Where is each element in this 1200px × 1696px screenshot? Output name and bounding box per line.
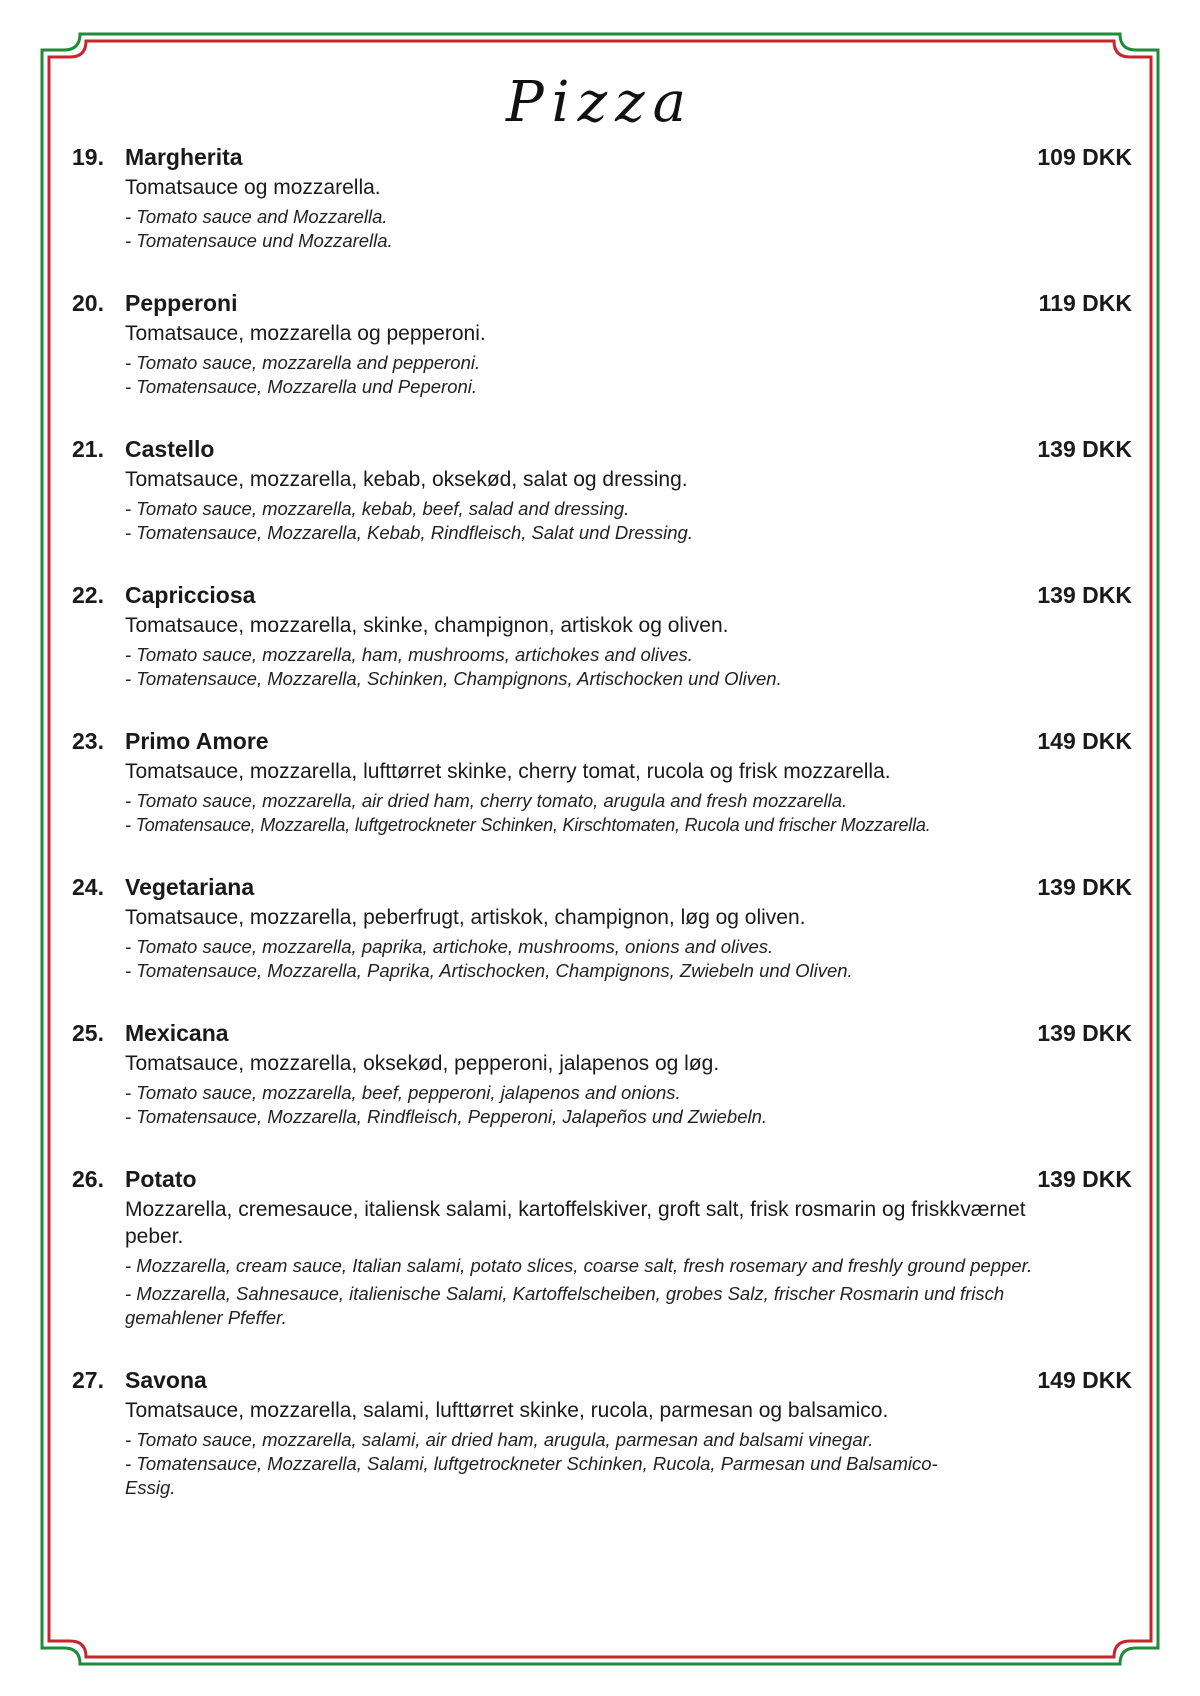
menu-item-number: 19. (72, 144, 104, 170)
menu-item-name: Capricciosa (125, 582, 256, 608)
menu-item-description-english: - Tomato sauce and Mozzarella. (125, 206, 388, 227)
menu-item (72, 432, 1132, 545)
menu-item-description-english: - Mozzarella, cream sauce, Italian salami, potato slices, coarse salt, fresh rosemary and freshly ground pepper. (125, 1255, 1033, 1276)
menu-item-name: Potato (125, 1166, 197, 1192)
menu-item (72, 870, 1132, 983)
menu-item-name: Mexicana (125, 1020, 229, 1046)
menu-item-number: 20. (72, 290, 104, 316)
menu-item-header (72, 724, 1132, 758)
menu-item-price: 149 DKK (1037, 1367, 1132, 1393)
menu-item-description-german: - Tomatensauce, Mozzarella, Paprika, Artischocken, Champignons, Zwiebeln und Oliven. (125, 960, 853, 981)
menu-item-description-english: - Tomato sauce, mozzarella, air dried ham, cherry tomato, arugula and fresh mozzarella. (125, 790, 848, 811)
menu-item-price: 139 DKK (1037, 1166, 1132, 1192)
menu-item-description-danish: Tomatsauce, mozzarella, peberfrugt, artiskok, champignon, løg og oliven. (125, 906, 806, 929)
menu-item (72, 724, 1132, 837)
menu-item-description-danish: Tomatsauce, mozzarella og pepperoni. (125, 322, 486, 345)
menu-item-name: Vegetariana (125, 874, 255, 900)
menu-item-description-english: - Tomato sauce, mozzarella, salami, air dried ham, arugula, parmesan and balsami vinegar. (125, 1429, 874, 1450)
menu-item-description-english: - Tomato sauce, mozzarella, ham, mushrooms, artichokes and olives. (125, 644, 693, 665)
menu-item-price: 139 DKK (1037, 436, 1132, 462)
menu-item-name: Pepperoni (125, 290, 238, 316)
menu-item-number: 23. (72, 728, 104, 754)
menu-item-description-danish: Tomatsauce, mozzarella, lufttørret skinke, cherry tomat, rucola og frisk mozzarella. (125, 760, 891, 783)
menu-item-number: 22. (72, 582, 104, 608)
menu-item-number: 24. (72, 874, 104, 900)
menu-item (72, 286, 1132, 399)
menu-item-description-english: - Tomato sauce, mozzarella, paprika, artichoke, mushrooms, onions and olives. (125, 936, 774, 957)
menu-item-header (72, 578, 1132, 612)
menu-item-description-german: - Tomatensauce und Mozzarella. (125, 230, 393, 251)
menu-item-price: 149 DKK (1037, 728, 1132, 754)
menu-item-description-danish: Tomatsauce, mozzarella, skinke, champignon, artiskok og oliven. (125, 614, 729, 637)
menu-item-description-english: - Tomato sauce, mozzarella, beef, pepperoni, jalapenos and onions. (125, 1082, 681, 1103)
menu-item-header (72, 1016, 1132, 1050)
menu-item (72, 140, 1132, 253)
menu-item-name: Castello (125, 436, 215, 462)
menu-item-price: 119 DKK (1038, 290, 1132, 316)
menu-item-description-german: - Tomatensauce, Mozzarella und Peperoni. (125, 376, 478, 397)
menu-item-header (72, 432, 1132, 466)
menu-item-price: 139 DKK (1037, 1020, 1132, 1046)
menu-item-description-danish: Tomatsauce, mozzarella, oksekød, pepperoni, jalapenos og løg. (125, 1052, 720, 1075)
menu-item (72, 1016, 1132, 1129)
menu-item-header (72, 1162, 1132, 1196)
menu-item-description-german: - Tomatensauce, Mozzarella, luftgetrockneter Schinken, Kirschtomaten, Rucola und frischer Mozzarella. (125, 815, 931, 835)
menu-item-description-german: - Mozzarella, Sahnesauce, italienische Salami, Kartoffelscheiben, grobes Salz, frischer Rosmarin und frisch gemahlener Pfeffer. (125, 1283, 1005, 1328)
menu-item (72, 578, 1132, 691)
menu-item-description-english: - Tomato sauce, mozzarella and pepperoni. (125, 352, 481, 373)
menu-item-header (72, 286, 1132, 320)
menu-item-description-english: - Tomato sauce, mozzarella, kebab, beef, salad and dressing. (125, 498, 630, 519)
menu-item (72, 1162, 1132, 1330)
menu-item-name: Primo Amore (125, 728, 269, 754)
menu-item-description-danish: Tomatsauce, mozzarella, kebab, oksekød, salat og dressing. (125, 468, 688, 491)
menu-item-description-danish: Tomatsauce, mozzarella, salami, lufttørret skinke, rucola, parmesan og balsamico. (125, 1399, 889, 1422)
menu-item-header (72, 140, 1132, 174)
menu-item-name: Savona (125, 1367, 207, 1393)
menu-item-number: 26. (72, 1166, 104, 1192)
menu-item-number: 21. (72, 436, 104, 462)
menu-item-number: 25. (72, 1020, 104, 1046)
menu-item-description-german: - Tomatensauce, Mozzarella, Salami, luftgetrockneter Schinken, Rucola, Parmesan und Balsamico-Essig. (125, 1453, 938, 1498)
menu-item-header (72, 870, 1132, 904)
menu-item-header (72, 1363, 1132, 1397)
page-title: Pizza (506, 70, 694, 135)
menu-item-description-german: - Tomatensauce, Mozzarella, Schinken, Champignons, Artischocken und Oliven. (125, 668, 782, 689)
menu-item-description-danish: Tomatsauce og mozzarella. (125, 176, 381, 199)
menu-item-price: 139 DKK (1037, 582, 1132, 608)
menu-item-number: 27. (72, 1367, 104, 1393)
menu-item-description-danish: Mozzarella, cremesauce, italiensk salami, kartoffelskiver, groft salt, frisk rosmarin og friskkværnet peber. (125, 1198, 1026, 1248)
menu-item-description-german: - Tomatensauce, Mozzarella, Kebab, Rindfleisch, Salat und Dressing. (125, 522, 693, 543)
menu-item-price: 139 DKK (1037, 874, 1132, 900)
menu-item-price: 109 DKK (1037, 144, 1132, 170)
menu-item-description-german: - Tomatensauce, Mozzarella, Rindfleisch, Pepperoni, Jalapeños und Zwiebeln. (125, 1106, 768, 1127)
menu-item-name: Margherita (125, 144, 243, 170)
menu-item (72, 1363, 1132, 1500)
pizza-menu-list (72, 140, 1132, 1533)
